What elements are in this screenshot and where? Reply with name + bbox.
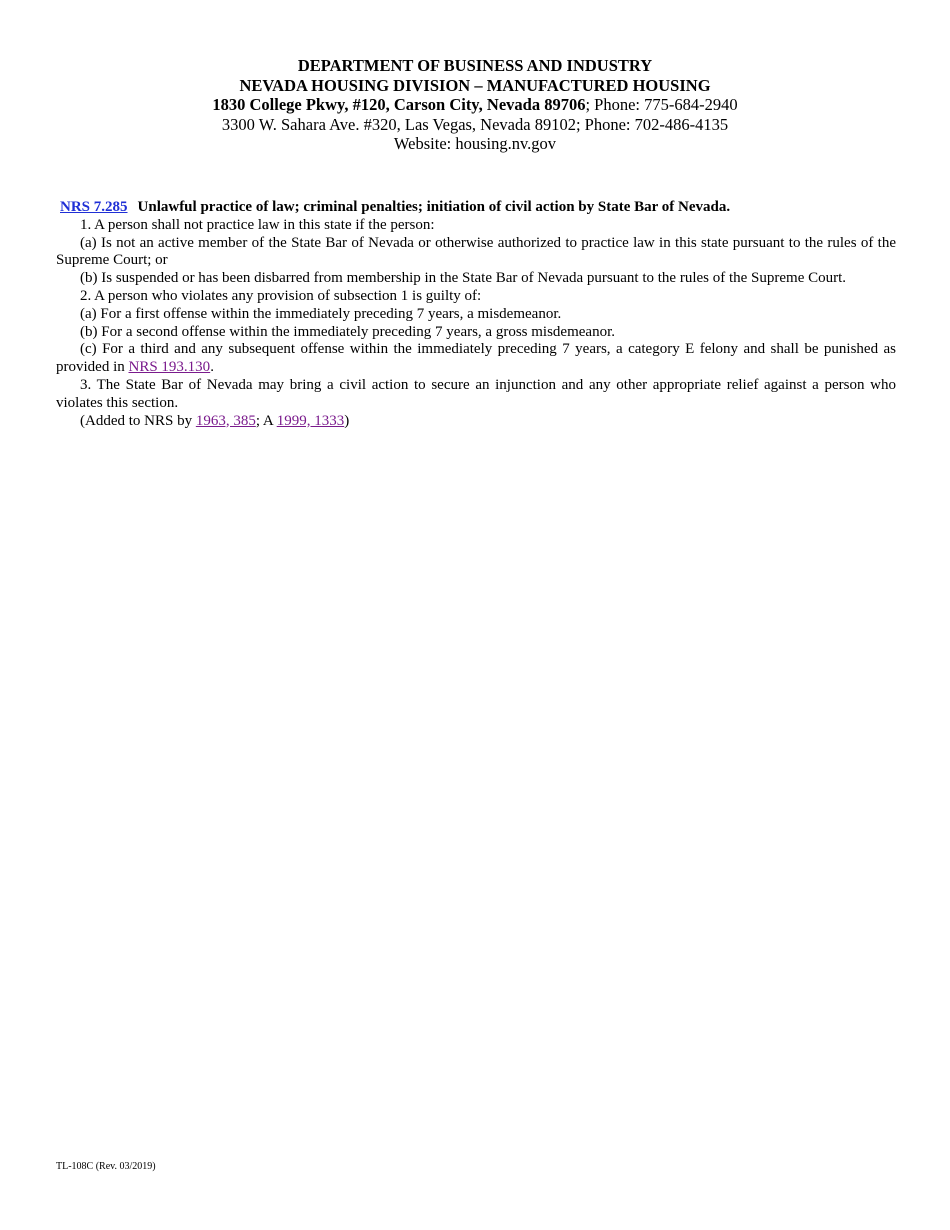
statute-section bbox=[56, 199, 896, 430]
section-title: Unlawful practice of law; criminal penalties; initiation of civil action by State Bar of Nevada. bbox=[137, 199, 731, 215]
nrs-193-130-link[interactable]: NRS 193.130 bbox=[128, 359, 211, 376]
subsection-1b: (b) Is suspended or has been disbarred from membership in the State Bar of Nevada pursuant to the rules of the Supreme Court. bbox=[80, 270, 847, 287]
history-end: ) bbox=[344, 412, 350, 429]
department-name: DEPARTMENT OF BUSINESS AND INDUSTRY bbox=[297, 56, 653, 75]
carson-city-phone: ; Phone: 775-684-2940 bbox=[585, 95, 738, 115]
subsection-2c bbox=[56, 341, 896, 377]
subsection-2c-period: . bbox=[210, 359, 214, 376]
history-pre: (Added to NRS by bbox=[80, 412, 196, 429]
section-heading bbox=[56, 199, 896, 217]
subsection-1: 1. A person shall not practice law in this state if the person: bbox=[80, 216, 435, 233]
subsection-1a: (a) Is not an active member of the State Bar of Nevada or otherwise authorized to practice law in this state pursuant to the rules of the Supreme Court; or bbox=[56, 234, 896, 269]
history-note bbox=[56, 413, 896, 431]
history-mid: ; A bbox=[255, 412, 277, 429]
carson-city-address bbox=[0, 95, 950, 115]
subsection-2c-text: (c) For a third and any subsequent offense within the immediately preceding 7 years, a category E felony and shall be punished as provided in bbox=[56, 341, 896, 376]
las-vegas-address: 3300 W. Sahara Ave. #320, Las Vegas, Nevada 89102; Phone: 702-486-4135 bbox=[221, 114, 729, 134]
history-link-1963[interactable]: 1963, 385 bbox=[195, 412, 256, 429]
form-id: TL-108C (Rev. 03/2019) bbox=[56, 1161, 156, 1172]
subsection-3: 3. The State Bar of Nevada may bring a civil action to secure an injunction and any other appropriate relief against a person who violates this section. bbox=[56, 376, 896, 411]
nrs-section-link[interactable]: NRS 7.285 bbox=[60, 199, 128, 215]
website: Website: housing.nv.gov bbox=[393, 134, 557, 154]
history-link-1999[interactable]: 1999, 1333 bbox=[276, 412, 345, 429]
subsection-2b: (b) For a second offense within the immediately preceding 7 years, a gross misdemeanor. bbox=[80, 323, 615, 340]
division-name: NEVADA HOUSING DIVISION – MANUFACTURED HOUSING bbox=[239, 75, 711, 95]
letterhead bbox=[0, 56, 950, 154]
subsection-2: 2. A person who violates any provision of subsection 1 is guilty of: bbox=[80, 287, 482, 304]
carson-city-address-bold: 1830 College Pkwy, #120, Carson City, Nevada 89706 bbox=[212, 95, 586, 115]
subsection-2a: (a) For a first offense within the immediately preceding 7 years, a misdemeanor. bbox=[80, 305, 562, 322]
